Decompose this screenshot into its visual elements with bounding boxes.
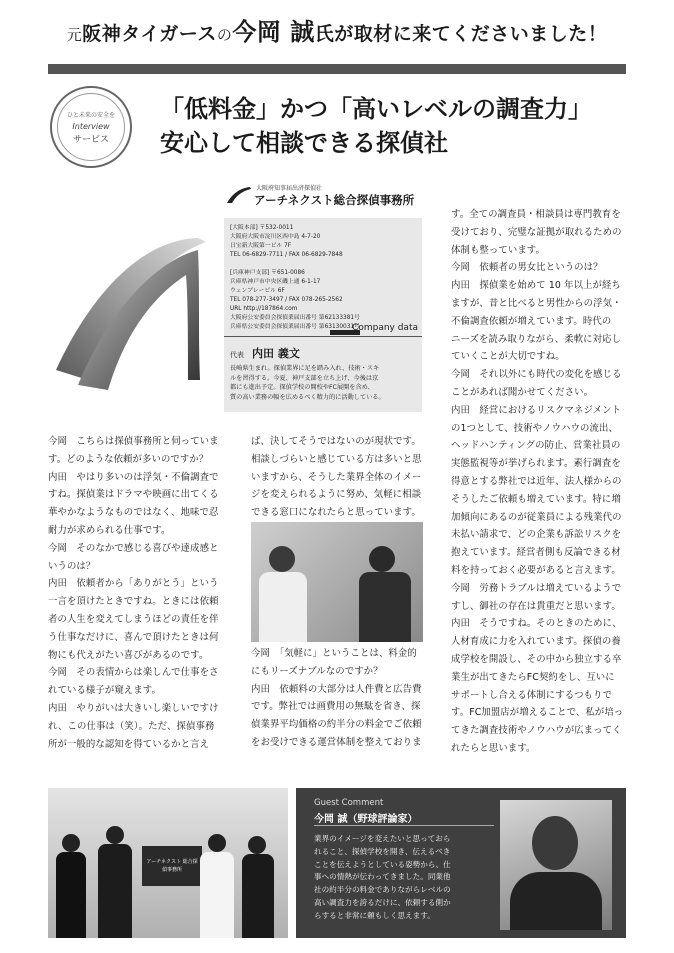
company-name: アーチネクスト総合探偵事務所 <box>254 193 415 207</box>
company-data-rule <box>224 325 422 337</box>
group-figure-2-body <box>98 844 132 938</box>
article-line: すし、御社の存在は貴重だと思います。 <box>451 600 621 612</box>
group-figure-2 <box>106 826 124 844</box>
article-line: 成学校を開設し、その中から独立する卒 <box>451 653 622 665</box>
guest-comment-line: 事への情熱が伝わってきました。同業他 <box>314 872 451 882</box>
article-line: 内田 探偵業を始めて 10 年以上が経ち <box>451 280 621 292</box>
guest-comment-box <box>296 788 626 938</box>
badge-bottom-text: サービス <box>72 134 109 145</box>
article-line: れている様子が窺えます。 <box>48 685 161 697</box>
article-line: 今岡 こちらは探偵事務所と伺っていま <box>48 436 219 447</box>
article-line: 今岡 その表情からは楽しんで仕事をさ <box>48 667 219 679</box>
article-line: ますが、昔と比べると男性からの浮気・ <box>451 297 622 309</box>
rep-profile <box>230 364 385 402</box>
address-line: [大阪本部] 〒532-0011 <box>230 225 294 231</box>
article-line: 偵業界平均価格の約半分の料金でご依頼 <box>251 719 422 731</box>
article-line: う仕事なだけに、喜んで頂けたときは何 <box>48 631 219 643</box>
guest-comment-line: 高い調査力を誇るだけに、依頼する側か <box>314 897 451 907</box>
article-line: 者の人生を変えてしまうほどの責任を伴 <box>48 613 219 625</box>
guest-comment-line: 業界のイメージを変えたいと思っておら <box>314 834 451 843</box>
guest-comment-line: れること、探偵学校を開き、伝えるべき <box>314 846 451 856</box>
article-line: てきた調査技術やノウハウが広まってく <box>451 725 622 737</box>
rep-name: 内田 義文 <box>252 347 300 360</box>
group-figure-4-body <box>242 854 274 938</box>
header-prefix: 元 <box>66 26 83 44</box>
article-column-2 <box>251 433 422 522</box>
header-suffix: 氏が取材に来てくださいました！ <box>314 23 608 45</box>
header-team: 阪神タイガース <box>82 23 217 45</box>
article-line: 内田 やはり多いのは浮気・不倫調査で <box>48 471 219 483</box>
article-line: いますから、そうした業界全体のイメー <box>251 471 422 483</box>
address-line: 大阪府大阪市淀川区西中島 4-7-20 <box>230 234 321 240</box>
article-line: すね。探偵業はドラマや映画に出てくる <box>48 489 219 501</box>
article-line: す。全ての調査員・相談員は専門教育を <box>451 209 621 220</box>
article-line: す。どのような依頼が多いのですか？ <box>48 453 209 465</box>
article-line: 今岡 労務トラブルは増えているようで <box>451 582 622 594</box>
article-column-3 <box>451 206 623 758</box>
article-line: いうのは？ <box>48 560 96 572</box>
article-line: ていくことが大切ですね。 <box>451 351 565 363</box>
article-line: 抱えています。経営者側も反論できる材 <box>451 547 621 559</box>
address-line: 兵庫県神戸市中央区磯上通 6-1-17 <box>230 279 321 285</box>
address-line: TEL 06-6829-7711 / FAX 06-6829-7848 <box>230 252 343 258</box>
company-data-label: Company data <box>352 323 418 333</box>
article-line: 得意とする弊社では近年、法人様からの <box>451 475 622 487</box>
group-figure-3-body <box>200 852 234 938</box>
article-line: 未払い請求で、どの企業も訴訟リスクを <box>451 529 622 541</box>
article-line: 加傾向にあるのが従業員による残業代の <box>451 511 622 523</box>
article-line: できる窓口になれたらと思っています。 <box>251 507 421 519</box>
article-line: 今岡 依頼者の男女比というのは？ <box>451 262 603 274</box>
article-line: 内田 依頼料の大部分は人件費と広告費 <box>251 683 422 695</box>
badge-top-text: ひと未来の安全を <box>66 111 115 119</box>
article-line: 今岡 そのなかで感じる喜びや達成感と <box>48 542 219 554</box>
company-license: 大阪府知事届出済探偵社 <box>256 185 323 192</box>
article-line: ことがあれば聞かせてください。 <box>451 386 594 398</box>
article-column-2-bottom <box>251 645 422 752</box>
article-line: 体制も整っています。 <box>451 244 545 256</box>
article-line: す。FC加盟店が増えることで、私が培っ <box>451 707 624 719</box>
rep-label: 代表 <box>230 351 244 359</box>
article-line: れたらと思います。 <box>451 742 536 754</box>
guest-photo-head <box>532 816 578 870</box>
photo-figure-left-body <box>259 572 307 642</box>
article-line: 不倫調査依頼が増えています。時代の <box>451 315 612 327</box>
article-line: そうしたご依頼も増えています。特に増 <box>451 493 621 505</box>
article-line: 内田 依頼者から「ありがとう」という <box>48 578 219 590</box>
headline-line2: 安心して相談できる探偵社 <box>160 128 448 157</box>
group-figure-1 <box>62 834 80 852</box>
company-address <box>230 224 360 332</box>
address-line: 大阪府公安委員会探偵業届出番号 第62133381号 <box>230 315 360 321</box>
profile-line: 都にも進出予定。探偵学校の開校やFC展開を含め、 <box>230 384 374 391</box>
article-column-1 <box>48 433 219 753</box>
article-line: 実態監視等が挙げられます。素行調査を <box>451 458 621 470</box>
article-line: ば、決してそうではないのが現状です。 <box>251 436 421 447</box>
article-line: 物にも代えがたい喜びがあるのです。 <box>48 649 209 661</box>
article-line: 所が一般的な認知を得ているかと言え <box>48 738 210 750</box>
address-line: URL http://187864.com <box>230 306 298 312</box>
article-line: 人材育成に力を入れています。探偵の養 <box>451 636 621 648</box>
interview-badge <box>50 86 132 168</box>
company-data-panel <box>224 180 422 412</box>
group-figure-1-body <box>56 852 86 938</box>
article-line: です。弊社では画費用の無駄を省き、探 <box>251 701 421 713</box>
article-line: 一言を頂けたときですね。ときには依頼 <box>48 596 219 608</box>
profile-line: ルを習得する。今夏、神戸支部を立ち上げ、今後は京 <box>230 374 379 382</box>
company-header <box>224 180 422 218</box>
article-headline <box>160 92 592 160</box>
group-figure-3 <box>208 834 226 852</box>
header-divider <box>48 64 626 74</box>
address-line: TEL 078-277-3497 / FAX 078-265-2562 <box>230 297 343 303</box>
article-line: 今岡 それ以外にも時代の変化を感じる <box>451 369 622 381</box>
group-photo <box>48 788 288 938</box>
photo-figure-right-body <box>359 572 411 642</box>
guest-name: 今岡 誠（野球評論家） <box>314 814 418 825</box>
photo-figure-right <box>369 546 395 572</box>
guest-photo <box>500 800 612 930</box>
header-no: の <box>216 26 233 44</box>
company-representative <box>230 342 300 361</box>
article-line: 内田 そうですね。そのときのために、 <box>451 618 622 630</box>
article-line: 今岡 「気軽に」ということは、料金的 <box>251 648 417 659</box>
article-line: にもリーズナブルなのですか？ <box>251 665 383 677</box>
guest-comment-line: ことを伝えようとしている姿勢から、仕 <box>314 859 451 869</box>
guest-photo-body <box>510 872 602 930</box>
address-line: ウェンブレービル 6F <box>230 288 285 294</box>
guest-comment-line: らすると非常に頼もしく思えます。 <box>314 910 435 920</box>
article-line: れ、この仕事は（笑）。ただ、探偵事務 <box>48 720 215 732</box>
article-line: 内田 やりがいは大きいし楽しいですけ <box>48 702 219 714</box>
article-line: ヘッドハンティングの防止、営業社員の <box>451 440 621 452</box>
article-line: の1つとして、技術やノウハウの流出、 <box>451 422 618 434</box>
article-line: 業生が出てきたらFC契約をし、互いに <box>451 671 615 683</box>
group-figure-4 <box>248 836 266 854</box>
office-sign-text: アーチネクスト 総合探偵事務所 <box>146 859 198 873</box>
address-line <box>230 260 360 269</box>
office-sign <box>142 846 202 886</box>
article-line: 受けており、完璧な証拠が取れるための <box>451 226 622 238</box>
guest-comment-label: Guest Comment <box>314 798 384 808</box>
address-line: 日宝新大阪第一ビル 7F <box>230 243 292 249</box>
header-person: 今岡 誠 <box>232 18 315 46</box>
article-line: 相談しづらいと感じている方は多いと思 <box>251 453 422 465</box>
company-logo-art <box>48 180 220 400</box>
article-line: をお受けできる運営体制を整えておりま <box>251 736 422 748</box>
article-line: 料を持っておく必要があると言えます。 <box>451 564 621 576</box>
interview-photo <box>251 522 423 642</box>
profile-line: 質の高い業務の幅を広めるべく精力的に活動している。 <box>230 393 385 401</box>
article-line: ジを変えられるように努め、気軽に相談 <box>251 489 422 501</box>
address-line: 兵庫県公安委員会探偵業届出番号 第63130031号 <box>230 324 360 330</box>
address-line: [兵庫神戸支部] 〒651-0086 <box>230 270 305 276</box>
profile-line: 長崎県生まれ。探偵業界に足を踏み入れ、技術・スキ <box>230 365 380 372</box>
article-line: サポートし合える体制にするつもりで <box>451 689 612 701</box>
badge-ring <box>57 93 125 161</box>
company-logo-icon <box>226 184 252 204</box>
guest-divider <box>314 825 494 826</box>
page-header <box>0 12 674 47</box>
article-line: 華やかなようなものではなく、地味で忍 <box>48 507 219 519</box>
article-line: 耐力が求められる仕事です。 <box>48 524 171 536</box>
headline-line1: 「低料金」かつ「高いレベルの調査力」 <box>160 94 592 123</box>
article-line: 内田 経営におけるリスクマネジメント <box>451 404 622 416</box>
guest-comment-text <box>314 833 451 923</box>
badge-mid-text: Interview <box>72 121 110 131</box>
article-line: ニーズを読み取りながら、柔軟に対応し <box>451 333 622 345</box>
photo-figure-left <box>269 546 295 572</box>
guest-comment-line: 社の約半分の料金でありながらレベルの <box>314 885 451 895</box>
